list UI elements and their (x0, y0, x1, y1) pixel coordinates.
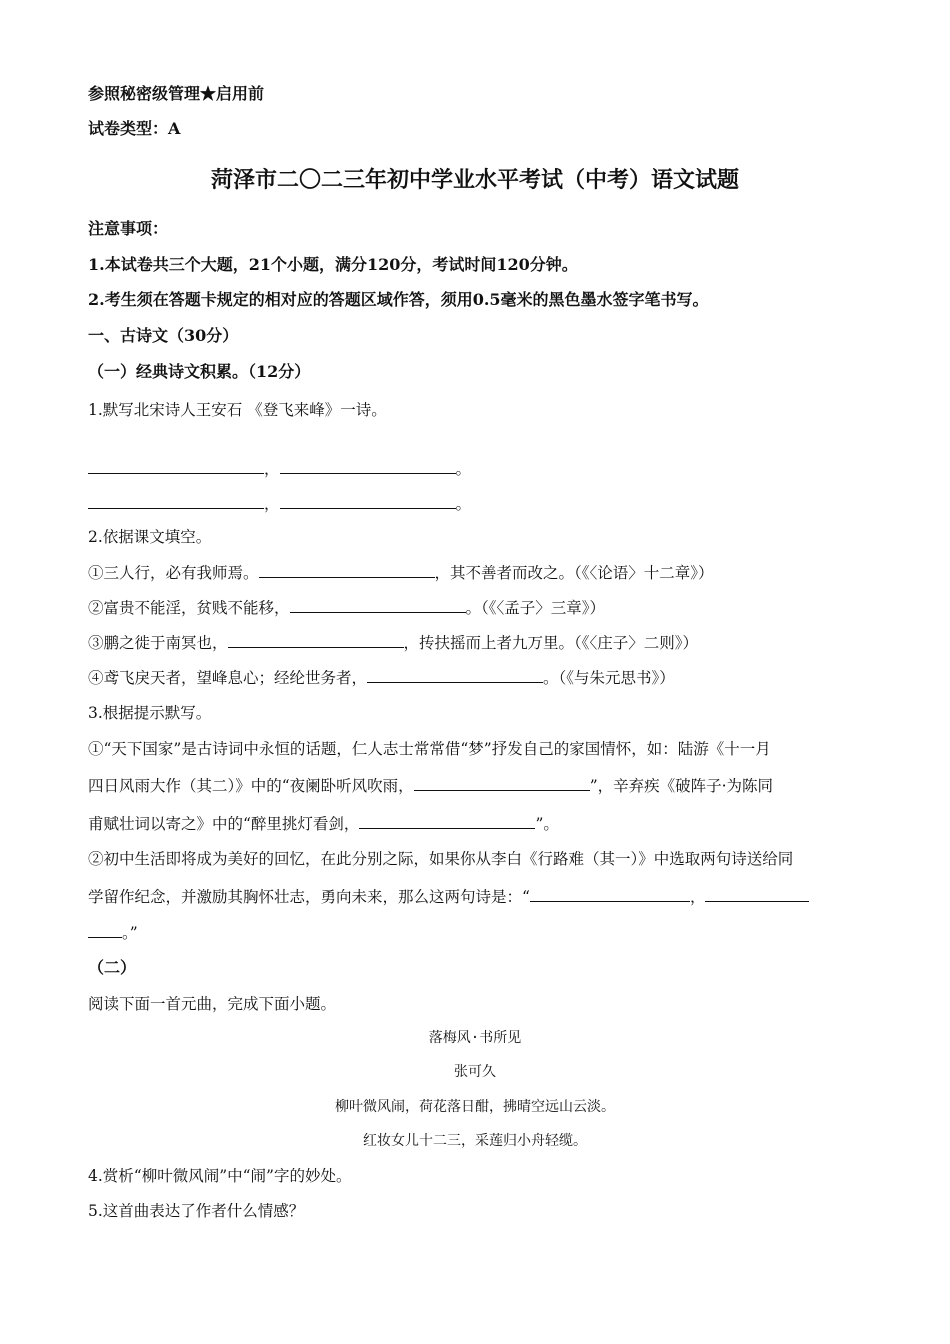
answer-blank[interactable] (290, 597, 466, 613)
q2-b-pre: ②富贵不能淫，贫贱不能移， (88, 599, 290, 617)
poem-title: 落梅风·书所见 (428, 1030, 522, 1046)
notes-item-1: 1.本试卷共三个大题，21个小题，满分120分，考试时间120分钟。 (88, 255, 578, 274)
answer-blank[interactable] (228, 632, 404, 648)
notes-heading: 注意事项： (88, 219, 169, 238)
q3-b-line-1: ②初中生活即将成为美好的回忆，在此分别之际，如果你从李白《行路难（其一）》中选取两句诗送给同 (88, 850, 794, 868)
q2-c-pre: ③鹏之徙于南冥也， (88, 634, 228, 652)
section-1-heading: 一、古诗文（30分） (88, 326, 239, 345)
poem-line-2: 红妆女儿十二三，采莲归小舟轻缆。 (363, 1133, 587, 1149)
period: 。 (455, 495, 472, 513)
q3-b-line-2 (88, 886, 809, 907)
q2-d-pre: ④鸢飞戾天者，望峰息心；经纶世务者， (88, 669, 368, 687)
answer-blank[interactable] (88, 493, 264, 509)
question-5: 5.这首曲表达了作者什么情感？ (88, 1202, 305, 1220)
answer-blank[interactable] (367, 667, 543, 683)
part-2-heading: （二） (88, 958, 137, 977)
paper-type: 试卷类型：A (88, 119, 181, 138)
q2-item-b (88, 597, 605, 618)
q2-b-post: 。（《〈孟子〉三章》） (465, 599, 606, 617)
answer-blank[interactable] (88, 922, 122, 938)
q3-a-line-1: ①“天下国家”是古诗词中永恒的话题，仁人志士常常借“梦”抒发自己的家国情怀，如：陆游《十一月 (88, 740, 771, 758)
notes-item-2: 2.考生须在答题卡规定的相对应的答题区域作答，须用0.5毫米的黑色墨水签字笔书写。 (88, 290, 709, 309)
q2-d-post: 。（《与朱元思书》） (543, 669, 675, 687)
poem-author: 张可久 (454, 1064, 496, 1080)
answer-blank[interactable] (280, 458, 456, 474)
page-title: 菏泽市二〇二三年初中学业水平考试（中考）语文试题 (210, 167, 739, 193)
period: 。 (455, 460, 472, 478)
q1-answer-row-2 (88, 493, 471, 514)
answer-blank[interactable] (414, 775, 590, 791)
question-3: 3.根据提示默写。 (88, 704, 212, 722)
q3-b2-mid: ， (689, 888, 706, 906)
q3-a-line-2 (88, 775, 773, 796)
q3-b-line-3 (88, 922, 138, 943)
answer-blank[interactable] (259, 562, 435, 578)
confidential-label: 参照秘密级管理★启用前 (88, 84, 265, 103)
q2-item-a (88, 562, 714, 583)
q2-c-post: ，抟扶摇而上者九万里。（《〈庄子〉二则》） (403, 634, 699, 652)
q2-item-c (88, 632, 698, 653)
answer-blank[interactable] (359, 813, 535, 829)
q3-a2-post: ”，辛弃疾《破阵子·为陈同 (589, 777, 774, 795)
comma: ， (264, 495, 280, 513)
q3-a3-pre: 甫赋壮词以寄之》中的“醉里挑灯看剑， (88, 815, 360, 833)
q3-a3-post: ”。 (535, 815, 559, 833)
q2-a-pre: ①三人行，必有我师焉。 (88, 564, 259, 582)
part-1-heading: （一）经典诗文积累。（12分） (88, 362, 311, 381)
answer-blank[interactable] (530, 886, 690, 902)
q2-a-post: ，其不善者而改之。（《〈论语〉十二章》） (434, 564, 714, 582)
q1-answer-row-1 (88, 458, 471, 479)
q3-b3-post: 。” (122, 924, 138, 942)
part-2-intro: 阅读下面一首元曲，完成下面小题。 (88, 995, 337, 1013)
comma: ， (264, 460, 280, 478)
q2-item-d (88, 667, 675, 688)
q3-b2-pre: 学留作纪念，并激励其胸怀壮志，勇向未来，那么这两句诗是：“ (88, 888, 530, 906)
question-4: 4.赏析“柳叶微风闹”中“闹”字的妙处。 (88, 1167, 352, 1185)
answer-blank[interactable] (705, 886, 809, 902)
question-2: 2.依据课文填空。 (88, 528, 212, 546)
poem-line-1: 柳叶微风闹，荷花落日酣，拂晴空远山云淡。 (335, 1099, 615, 1115)
q3-a-line-3 (88, 813, 559, 834)
answer-blank[interactable] (280, 493, 456, 509)
q3-a2-pre: 四日风雨大作（其二）》中的“夜阑卧听风吹雨， (88, 777, 414, 795)
answer-blank[interactable] (88, 458, 264, 474)
question-1: 1.默写北宋诗人王安石 《登飞来峰》一诗。 (88, 401, 387, 419)
